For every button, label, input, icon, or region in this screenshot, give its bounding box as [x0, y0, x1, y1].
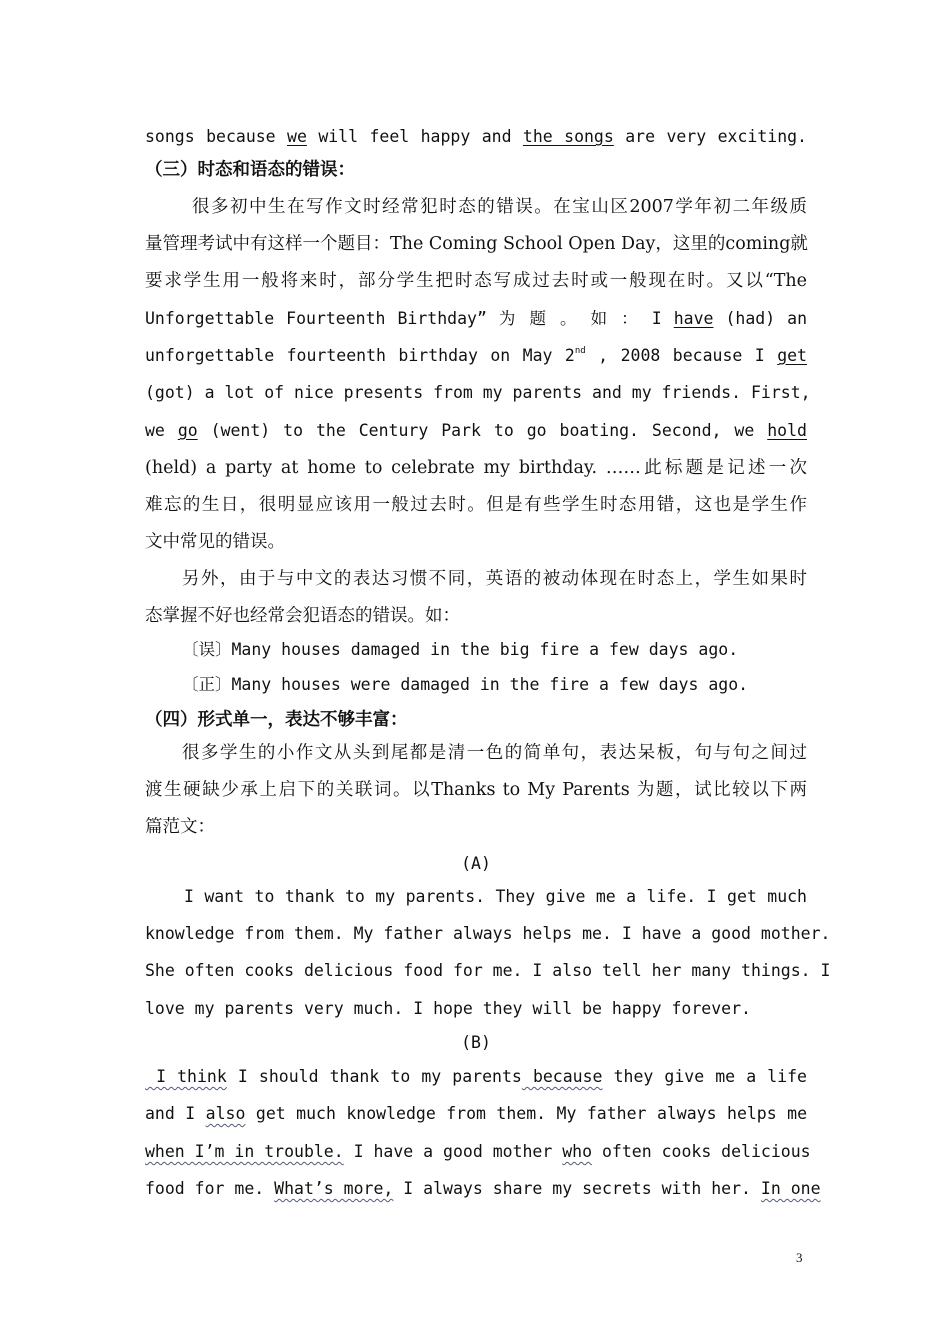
essay-a-line: love my parents very much. I hope they will be happy forever. — [145, 999, 751, 1018]
paragraph-line: unforgettable fourteenth birthday on May 2nd , 2008 because I get — [145, 346, 807, 365]
example-wrong: 〔误〕Many houses damaged in the big fire a few days ago. — [182, 640, 739, 659]
essay-b-line: I think I should thank to my parents because they give me a life — [145, 1067, 807, 1086]
essay-label-b: (B) — [461, 1033, 491, 1052]
example-correct: 〔正〕Many houses were damaged in the fire a few days ago. — [182, 675, 749, 694]
underlined-error-word: go — [177, 421, 198, 440]
connective-highlight: What’s more, — [274, 1179, 394, 1198]
connective-highlight: because — [521, 1067, 603, 1086]
connective-highlight: also — [205, 1104, 246, 1123]
section-heading-3: （三）时态和语态的错误： — [145, 160, 355, 180]
connective-highlight: when I’m in trouble. — [145, 1142, 344, 1161]
underlined-error-word: hold — [767, 421, 807, 440]
paragraph-line: 量管理考试中有这样一个题目：The Coming School Open Day，这里的coming就 — [145, 234, 808, 254]
essay-b-line: when I’m in trouble. I have a good mother who often cooks delicious — [145, 1142, 811, 1161]
paragraph-line: 另外，由于与中文的表达习惯不同，英语的被动体现在时态上，学生如果时 — [182, 569, 807, 589]
essay-b-line: and I also get much knowledge from them. My father always helps me — [145, 1104, 808, 1123]
paragraph-line: 要求学生用一般将来时，部分学生把时态写成过去时或一般现在时。又以“The — [145, 271, 807, 291]
paragraph-line: 很多初中生在写作文时经常犯时态的错误。在宝山区2007学年初二年级质 — [192, 197, 807, 217]
ordinal-suffix: nd — [574, 346, 586, 356]
essay-label-a: (A) — [461, 854, 491, 873]
connective-highlight: who — [562, 1142, 593, 1161]
paragraph-line: 篇范文： — [145, 817, 215, 837]
underlined-word: we — [287, 127, 307, 146]
underlined-error-word: have — [673, 309, 714, 328]
paragraph-line: (got) a lot of nice presents from my parents and my friends. First, — [145, 383, 811, 402]
essay-b-line: food for me. What’s more, I always share my secrets with her. In one — [145, 1179, 821, 1198]
paragraph-line: 渡生硬缺少承上启下的关联词。以Thanks to My Parents 为题，试比较以下两 — [145, 780, 807, 800]
essay-a-line: I want to thank to my parents. They give me a life. I get much — [184, 887, 807, 906]
text-line: songs because we will feel happy and the songs are very exciting. — [145, 127, 807, 146]
paragraph-line: 态掌握不好也经常会犯语态的错误。如： — [145, 606, 460, 626]
section-heading-4: （四）形式单一，表达不够丰富： — [145, 710, 408, 730]
underlined-error-word: get — [777, 346, 807, 365]
paragraph-line: 文中常见的错误。 — [145, 532, 285, 552]
paragraph-line: 难忘的生日，很明显应该用一般过去时。但是有些学生时态用错，这也是学生作 — [145, 495, 807, 515]
underlined-phrase: the songs — [522, 127, 614, 146]
connective-highlight: In one — [760, 1179, 821, 1198]
page-number: 3 — [796, 1250, 803, 1265]
paragraph-line: (held) a party at home to celebrate my birthday. ……此标题是记述一次 — [145, 458, 807, 478]
paragraph-line: Unforgettable Fourteenth Birthday” 为 题 。 如 ： I have (had) an — [145, 309, 807, 328]
connective-highlight: I think — [145, 1067, 227, 1086]
essay-a-line: knowledge from them. My father always helps me. I have a good mother. — [145, 924, 831, 943]
paragraph-line: we go (went) to the Century Park to go boating. Second, we hold — [145, 421, 807, 440]
essay-a-line: She often cooks delicious food for me. I also tell her many things. I — [145, 961, 831, 980]
paragraph-line: 很多学生的小作文从头到尾都是清一色的简单句，表达呆板，句与句之间过 — [182, 743, 807, 763]
